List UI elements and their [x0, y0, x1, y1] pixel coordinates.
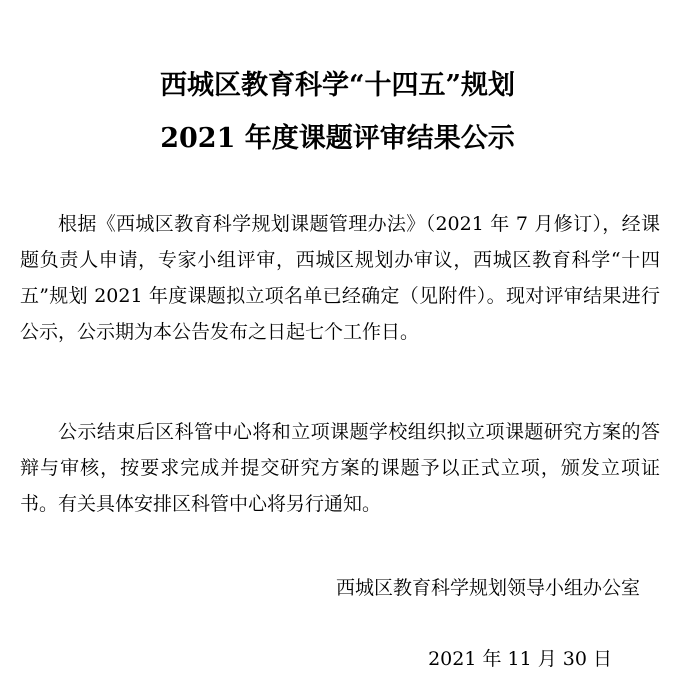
issuer-signature: 西城区教育科学规划领导小组办公室 — [335, 577, 640, 599]
paragraph-next-steps: 公示结束后区科管中心将和立项课题学校组织拟立项课题研究方案的答辩与审核，按要求完成并提交研究方案的课题予以正式立项，颁发立项证书。有关具体安排区科管中心将另行通知。 — [20, 421, 660, 515]
issue-date: 2021 年 11 月 30 日 — [428, 648, 612, 670]
paragraph-announcement: 根据《西城区教育科学规划课题管理办法》（2021 年 7 月修订），经课题负责人申请，专家小组评审，西城区规划办审议，西城区教育科学“十四五”规划 2021 年度课题拟立项名单已经确定（见附件）。现对评审结果进行公示，公示期为本公告发布之日起七个工作日。 — [20, 213, 660, 343]
document-title-line-2: 2021 年度课题评审结果公示 — [160, 123, 515, 154]
document-title-line-1: 西城区教育科学“十四五”规划 — [159, 70, 516, 101]
